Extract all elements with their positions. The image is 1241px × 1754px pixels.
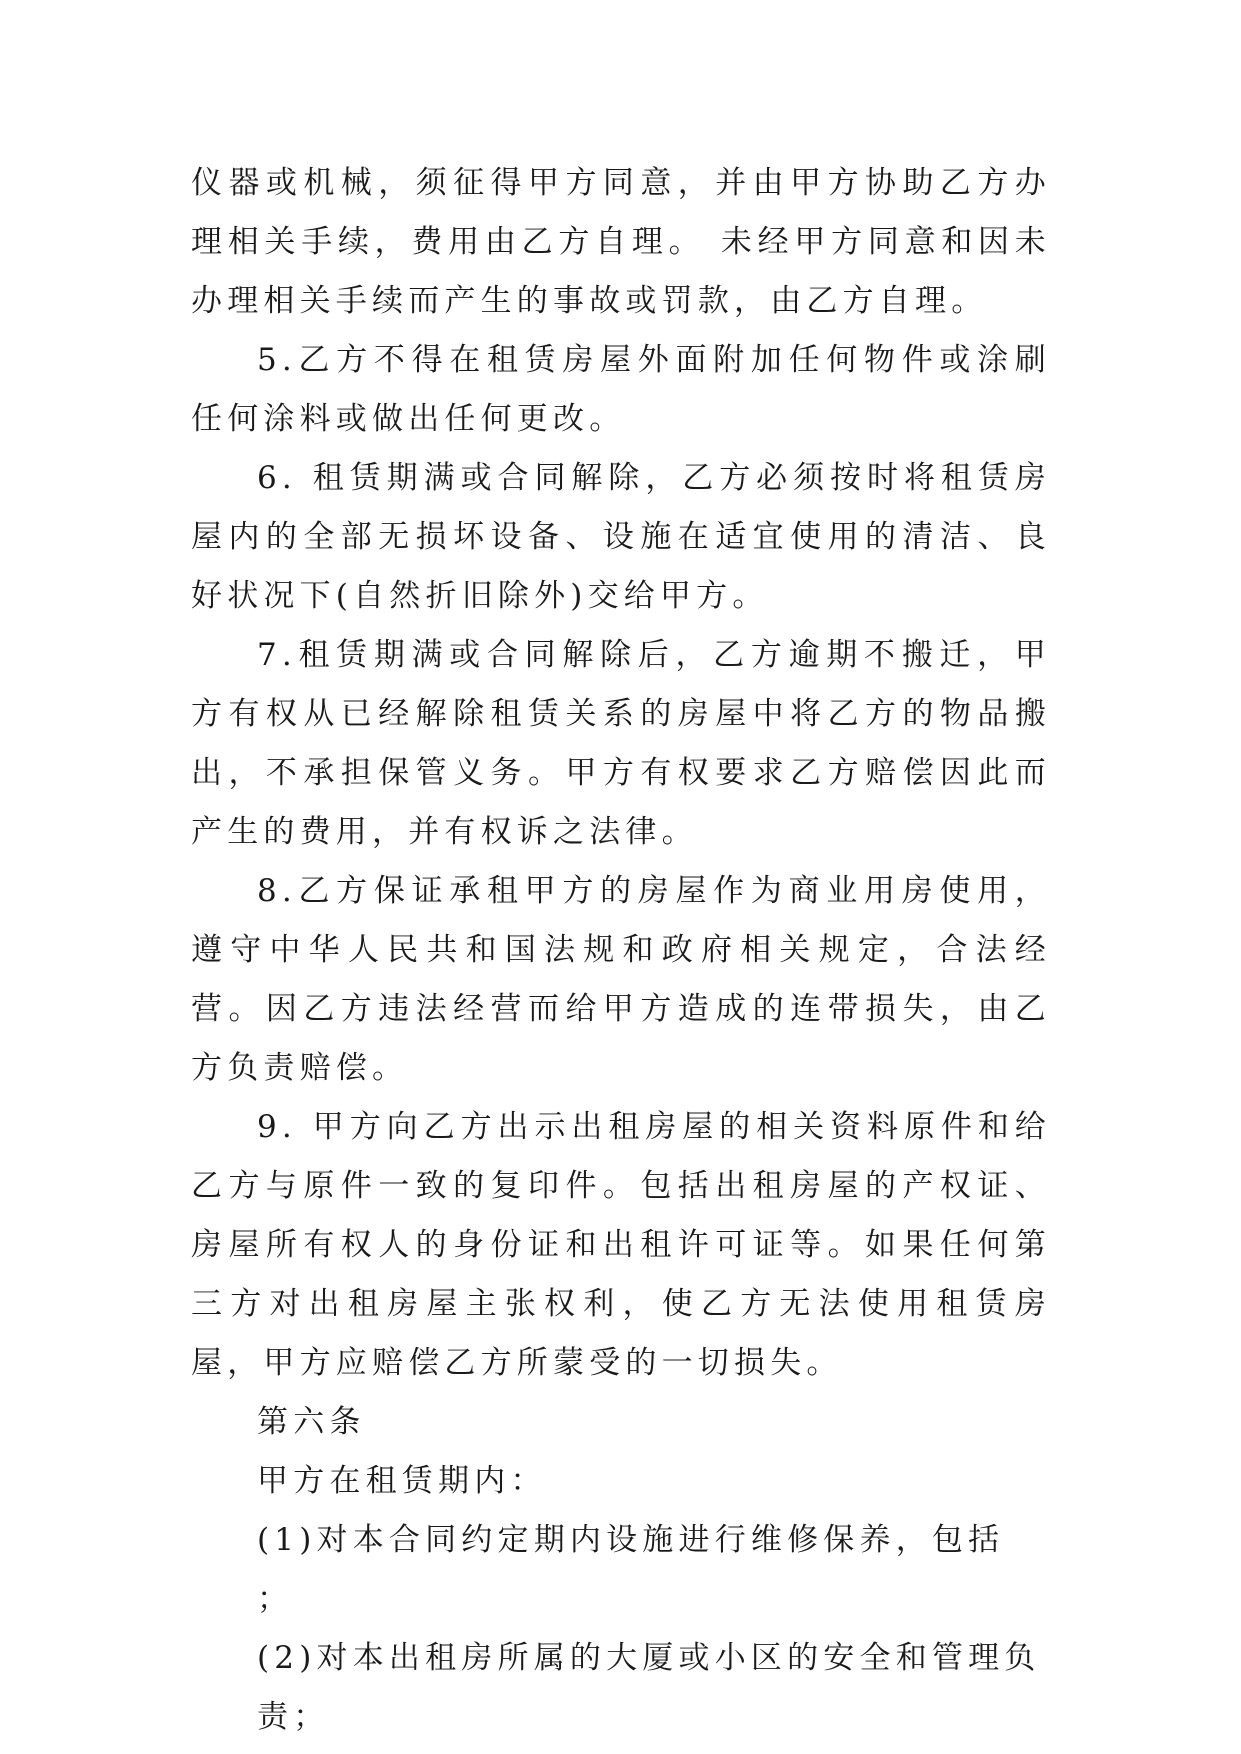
paragraph-clause-7: 7.租赁期满或合同解除后，乙方逾期不搬迁，甲方有权从已经解除租赁关系的房屋中将乙方的物品搬出，不承担保管义务。甲方有权要求乙方赔偿因此而产生的费用，并有权诉之法律。 — [191, 637, 1051, 850]
article-heading: 第六条 — [257, 1404, 366, 1440]
paragraph-clause-8: 8.乙方保证承租甲方的房屋作为商业用房使用，遵守中华人民共和国法规和政府相关规定，合法经营。因乙方违法经营而给甲方造成的连带损失，由乙方负责赔偿。 — [191, 873, 1051, 1086]
line-item-2: (2)对本出租房所属的大厦或小区的安全和管理负责； — [257, 1640, 1041, 1735]
paragraph-clause-9: 9. 甲方向乙方出示出租房屋的相关资料原件和给乙方与原件一致的复印件。包括出租房屋的产权证、房屋所有权人的身份证和出租许可证等。如果任何第三方对出租房屋主张权利，使乙方无法使用租赁房屋，甲方应赔偿乙方所蒙受的一切损失。 — [191, 1109, 1051, 1381]
paragraph-continuation: 仪器或机械，须征得甲方同意，并由甲方协助乙方办理相关手续，费用由乙方自理。 未经甲方同意和因未办理相关手续而产生的事故或罚款，由乙方自理。 — [191, 165, 1051, 319]
document-page — [191, 154, 1051, 1747]
line-item-1: (1)对本合同约定期内设施进行维修保养，包括 ； — [257, 1522, 1005, 1617]
paragraph-clause-5: 5.乙方不得在租赁房屋外面附加任何物件或涂刷任何涂料或做出任何更改。 — [191, 342, 1051, 437]
line-landlord-intro: 甲方在租赁期内： — [257, 1463, 547, 1499]
paragraph-clause-6: 6. 租赁期满或合同解除，乙方必须按时将租赁房屋内的全部无损坏设备、设施在适宜使用的清洁、良好状况下(自然折旧除外)交给甲方。 — [191, 460, 1051, 614]
